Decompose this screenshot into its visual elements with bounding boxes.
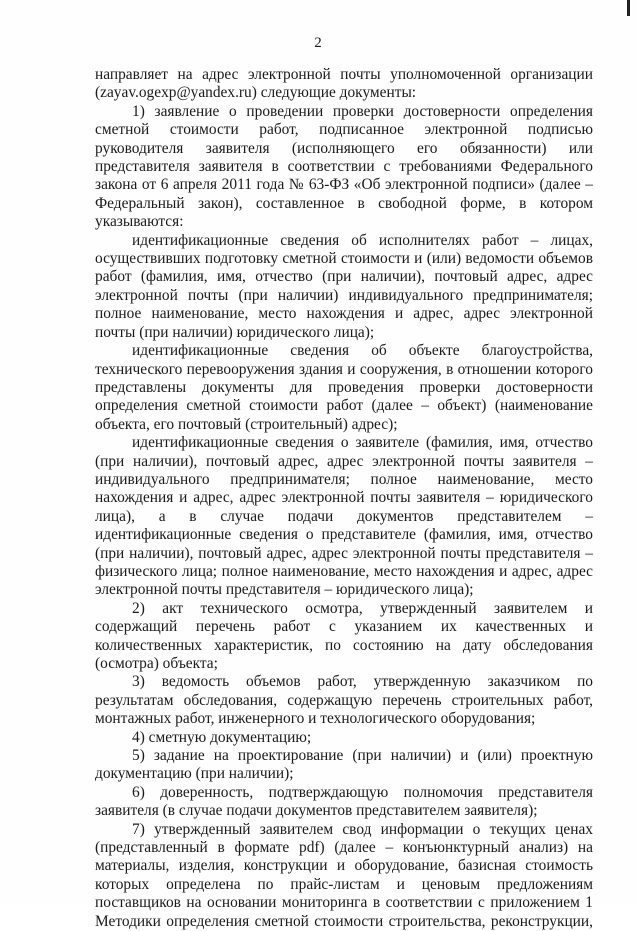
document-paragraph: 2) акт технического осмотра, утвержденный заявителем и содержащий перечень работ с указанием их качественных и количественных характеристик, по состоянию на дату обследования (осмотра) объекта; xyxy=(95,599,593,672)
document-paragraph: 7) утвержденный заявителем свод информации о текущих ценах (представленный в формате pdf) (далее – конъюнктурный анализ) на материалы, изделия, конструкции и оборудование, базисная стоимость которых определена по прайс-листам и ценовым предложениям поставщиков на основании мониторинга в соответствии с приложением 1 Методики определения сметной стоимости строительства, реконструкции, xyxy=(95,820,593,930)
document-paragraph: идентификационные сведения об объекте благоустройства, технического перевооружения здания и сооружения, в отношении которого представлены документы для проведения проверки достоверности определения сметной стоимости работ (далее – объект) (наименование объекта, его почтовый (строительный) адрес); xyxy=(95,342,593,433)
document-paragraph: 5) задание на проектирование (при наличии) и (или) проектную документацию (при наличии); xyxy=(95,747,593,783)
document-paragraph: 4) сметную документацию; xyxy=(132,728,312,746)
document-paragraph: 3) ведомость объемов работ, утвержденную заказчиком по результатам обследования, содержащую перечень строительных работ, монтажных работ, инженерного и технологического оборудования; xyxy=(95,673,593,728)
document-paragraph: направляет на адрес электронной почты уполномоченной организации (zayav.ogexp@yandex.ru) следующие документы: xyxy=(95,66,593,102)
document-paragraph: идентификационные сведения об исполнителях работ – лицах, осуществивших подготовку сметной стоимости и (или) ведомости объемов работ (фамилия, имя, отчество (при наличии), почтовый адрес, адрес электронной почты (при наличии) индивидуального предпринимателя; полное наименование, место нахождения и адрес, адрес электронной почты (при наличии) юридического лица); xyxy=(95,231,593,341)
page-number: 2 xyxy=(314,35,322,51)
document-paragraph: 1) заявление о проведении проверки достоверности определения сметной стоимости работ, подписанное электронной подписью руководителя заявителя (исполняющего его обязанности) или представителя заявителя в соответствии с требованиями Федерального закона от 6 апреля 2011 года № 63-ФЗ «Об электронной подписи» (далее – Федеральный закон), составленное в свободной форме, в котором указываются: xyxy=(95,102,593,231)
scan-edge-mark xyxy=(627,0,630,16)
document-paragraph: 6) доверенность, подтверждающую полномочия представителя заявителя (в случае подачи документов представителем заявителя); xyxy=(95,783,593,820)
document-paragraph: идентификационные сведения о заявителе (фамилия, имя, отчество (при наличии), почтовый адрес, адрес электронной почты заявителя – индивидуального предпринимателя; полное наименование, место нахождения и адрес, адрес электронной почты заявителя – юридического лица), а в случае подачи документов представителем – идентификационные сведения о представителе (фамилия, имя, отчество (при наличии), почтовый адрес, адрес электронной почты представителя – физического лица; полное наименование, место нахождения и адрес, адрес электронной почты представителя – юридического лица); xyxy=(95,434,593,599)
document-body xyxy=(95,66,593,931)
